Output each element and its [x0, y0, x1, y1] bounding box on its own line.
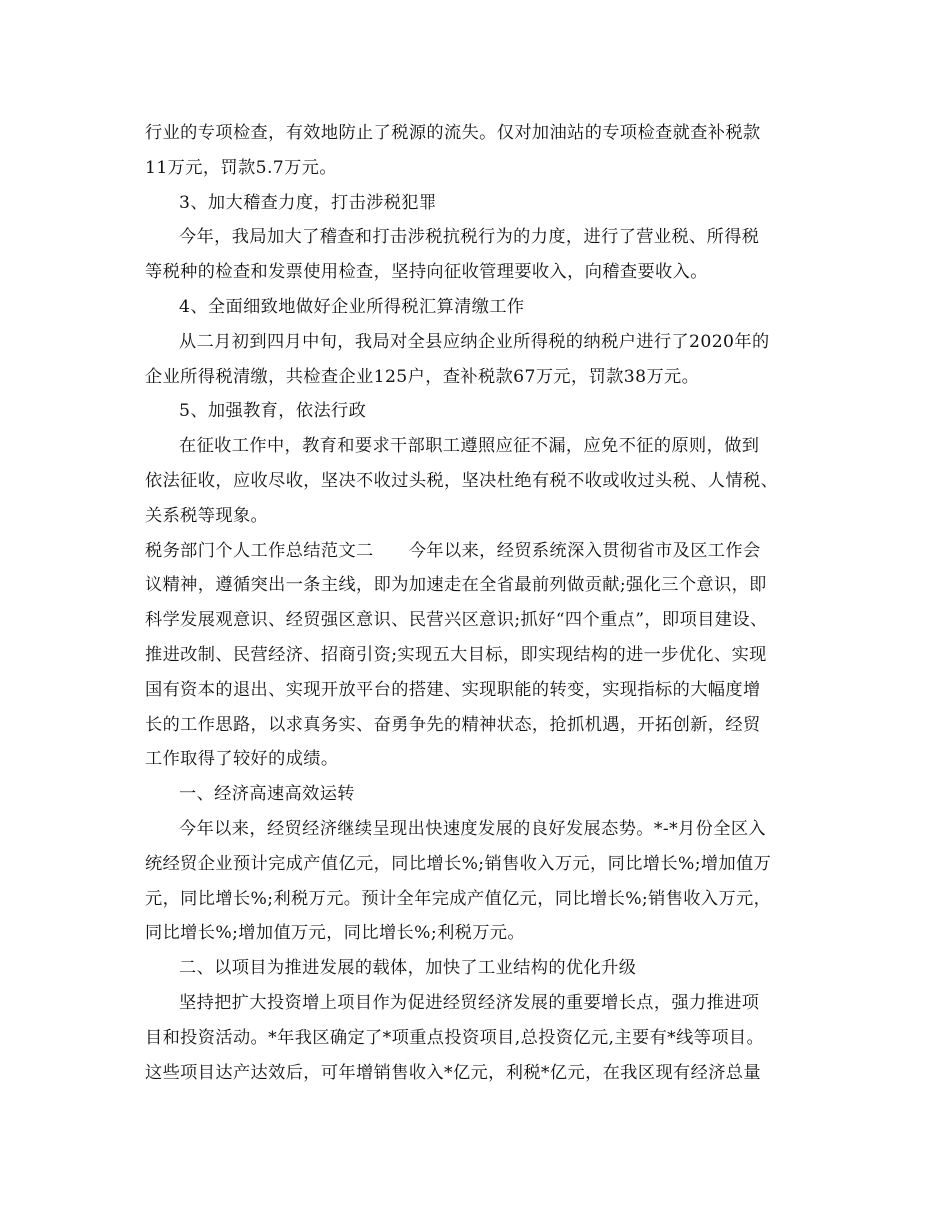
text-line: 关系税等现象。	[145, 505, 269, 526]
text-line: 从二月初到四月中旬，我局对全县应纳企业所得税的纳税户进行了2020年的	[179, 331, 770, 352]
text-line: 推进改制、民营经济、招商引资;实现五大目标，即实现结构的进一步优化、实现	[145, 644, 767, 665]
text-line: 科学发展观意识、经贸强区意识、民营兴区意识;抓好“四个重点”，即项目建设、	[145, 610, 768, 631]
text-line: 元，同比增长%;利税万元。预计全年完成产值亿元，同比增长%;销售收入万元，	[145, 888, 772, 909]
section-heading: 4、全面细致地做好企业所得税汇算清缴工作	[179, 296, 525, 317]
section-heading: 5、加强教育，依法行政	[179, 401, 367, 422]
section-heading: 3、加大稽查力度，打击涉税犯罪	[179, 192, 437, 213]
text-line: 在征收工作中，教育和要求干部职工遵照应征不漏，应免不征的原则，做到	[179, 436, 760, 457]
text-line: 这些项目达产达效后，可年增销售收入*亿元，利税*亿元，在我区现有经济总量	[145, 1062, 761, 1083]
text-line: 议精神，遵循突出一条主线，即为加速走在全省最前列做贡献;强化三个意识，即	[145, 575, 767, 596]
text-line: 统经贸企业预计完成产值亿元，同比增长%;销售收入万元，同比增长%;增加值万	[145, 853, 772, 874]
text-line: 坚持把扩大投资增上项目作为促进经贸经济发展的重要增长点，强力推进项	[179, 992, 760, 1013]
text-line: 11万元，罚款5.7万元。	[145, 157, 337, 178]
text-line: 国有资本的退出、实现开放平台的搭建、实现职能的转变，实现指标的大幅度增	[145, 679, 761, 700]
text-line: 工作取得了较好的成绩。	[145, 749, 339, 770]
document-body	[145, 116, 825, 1090]
text-line: 今年以来，经贸经济继续呈现出快速度发展的良好发展态势。*-*月份全区入	[179, 818, 766, 839]
article-title-line: 税务部门个人工作总结范文二 今年以来，经贸系统深入贯彻省市及区工作会	[145, 540, 761, 561]
text-line: 行业的专项检查，有效地防止了税源的流失。仅对加油站的专项检查就查补税款	[145, 123, 761, 143]
section-heading: 二、以项目为推进发展的载体，加快了工业结构的优化升级	[179, 958, 637, 979]
text-line: 长的工作思路，以求真务实、奋勇争先的精神状态，抢抓机遇，开拓创新，经贸	[145, 714, 761, 735]
text-line: 等税种的检查和发票使用检查，坚持向征收管理要收入，向稽查要收入。	[145, 262, 708, 283]
section-heading: 一、经济高速高效运转	[179, 784, 355, 805]
text-line: 依法征收，应收尽收，坚决不收过头税，坚决杜绝有税不收或收过头税、人情税、	[145, 470, 779, 491]
text-line: 同比增长%;增加值万元，同比增长%;利税万元。	[145, 923, 526, 944]
text-line: 企业所得税清缴，共检查企业125户，查补税款67万元，罚款38万元。	[145, 366, 700, 387]
text-line: 目和投资活动。*年我区确定了*项重点投资项目,总投资亿元,主要有*线等项目。	[145, 1027, 765, 1048]
text-line: 今年，我局加大了稽查和打击涉税抗税行为的力度，进行了营业税、所得税	[179, 227, 760, 248]
